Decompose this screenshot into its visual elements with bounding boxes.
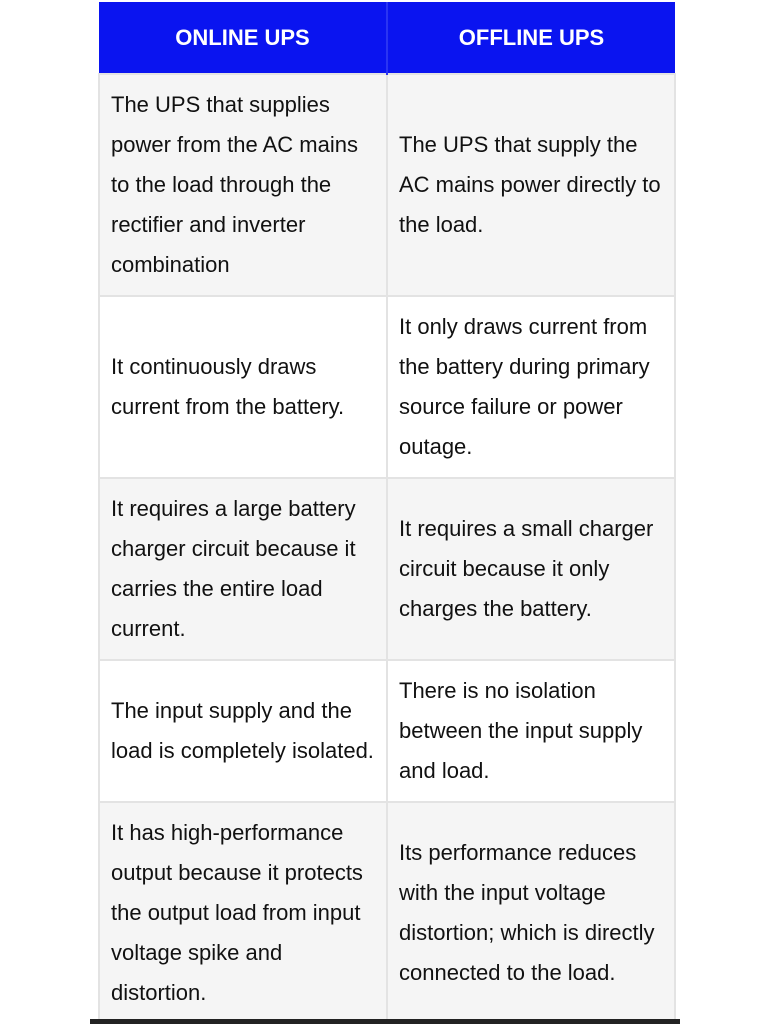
- cell-online-isolation: The input supply and the load is completely isolated.: [99, 660, 387, 802]
- bottom-divider: [90, 1019, 680, 1024]
- table-row: [99, 478, 675, 660]
- header-online-ups: ONLINE UPS: [99, 2, 387, 74]
- comparison-table-container: [98, 2, 674, 1024]
- header-row: [99, 2, 675, 74]
- cell-offline-battery-draw: It only draws current from the battery during primary source failure or power outage.: [387, 296, 675, 478]
- cell-offline-supply: The UPS that supply the AC mains power directly to the load.: [387, 74, 675, 296]
- cell-offline-performance: Its performance reduces with the input voltage distortion; which is directly connected to the load.: [387, 802, 675, 1024]
- table-row: [99, 296, 675, 478]
- cell-online-performance: It has high-performance output because it protects the output load from input voltage spike and distortion.: [99, 802, 387, 1024]
- table-body: [99, 74, 675, 1024]
- cell-online-supply: The UPS that supplies power from the AC mains to the load through the rectifier and inverter combination: [99, 74, 387, 296]
- cell-offline-isolation: There is no isolation between the input supply and load.: [387, 660, 675, 802]
- cell-online-battery-draw: It continuously draws current from the battery.: [99, 296, 387, 478]
- header-offline-ups: OFFLINE UPS: [387, 2, 675, 74]
- table-header: [99, 2, 675, 74]
- ups-comparison-table: [98, 2, 676, 1024]
- cell-online-charger: It requires a large battery charger circuit because it carries the entire load current.: [99, 478, 387, 660]
- table-row: [99, 74, 675, 296]
- table-row: [99, 660, 675, 802]
- table-row: [99, 802, 675, 1024]
- cell-offline-charger: It requires a small charger circuit because it only charges the battery.: [387, 478, 675, 660]
